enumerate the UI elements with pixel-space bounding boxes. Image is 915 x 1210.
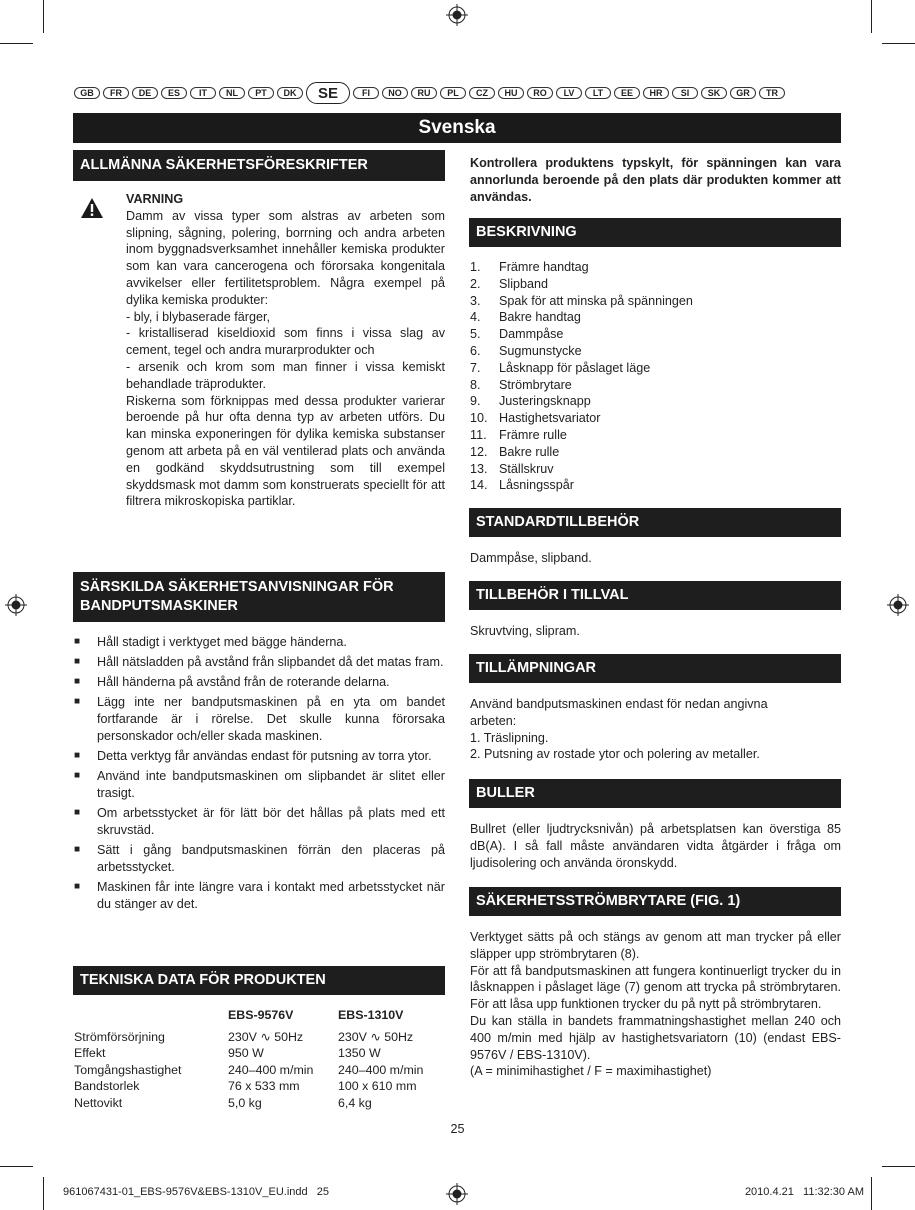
crop-mark [43, 1177, 44, 1210]
list-item-number: 12. [470, 444, 488, 459]
list-item-number: 2. [470, 276, 481, 291]
special-safety-list-container [74, 634, 445, 916]
list-item-number: 11. [470, 427, 487, 442]
applications-line: 1. Träslipning. [470, 730, 549, 745]
applications-heading: TILLÄMPNINGAR [469, 654, 841, 683]
warning-icon [80, 197, 104, 219]
language-badge-dk: DK [277, 87, 303, 99]
registration-mark-icon [446, 1183, 468, 1205]
list-item [470, 461, 841, 478]
spec-label: Strömförsörjning [74, 1029, 165, 1044]
table-row [74, 1029, 438, 1046]
spec-value: 100 x 610 mm [338, 1079, 417, 1093]
safety-switch-para: Du kan ställa in bandets frammatningshastighet mellan 240 och 400 m/min med hjälp av hastighetsvariatorn (10) (endast EBS-9576V / EBS-1310V). [470, 1013, 841, 1062]
spec-value: 240–400 m/min [338, 1062, 424, 1077]
safety-switch-para: För att få bandputsmaskinen att fungera kontinuerligt trycker du in låsknappen i påslaget läge (7) genom att trycka på strömbrytaren. För att låsa upp funktionen trycker du på nytt på strömbrytaren. [470, 963, 841, 1012]
list-item-text: Främre handtag [499, 260, 589, 274]
warning-para: Damm av vissa typer som alstras av arbeten som slipning, sågning, polering, borrning och andra arbeten inom byggnadsverksamhet innehåller kemiska produkter som kan vara cancerogena och förorsaka kongenitala avvikelser eller fertilitetsproblem. Några exempel på dylika kemiska produkter: [126, 208, 445, 307]
language-badge-lt: LT [585, 87, 611, 99]
list-item-number: 14. [470, 478, 488, 493]
list-item-text: Hastighetsvariator [499, 411, 601, 426]
parts-list-container [470, 259, 841, 494]
footer-file-name: 961067431-01_EBS-9576V&EBS-1310V_EU.indd 25 [63, 1186, 330, 1198]
description-heading: BESKRIVNING [469, 218, 841, 247]
list-item-number: 7. [470, 360, 481, 375]
special-safety-heading: SÄRSKILDA SÄKERHETSANVISNINGAR FÖR BANDPUTSMASKINER [73, 572, 445, 622]
crop-mark [871, 1177, 872, 1210]
language-badge-fi: FI [353, 87, 379, 99]
standard-accessories-text: Dammpåse, slipband. [470, 551, 592, 565]
language-badge-sk: SK [701, 87, 727, 99]
model-name: EBS-1310V [338, 1008, 404, 1022]
spec-value: 6,4 kg [338, 1095, 372, 1110]
list-item [470, 343, 841, 360]
optional-accessories-heading: TILLBEHÖR I TILLVAL [469, 581, 841, 610]
crop-mark [882, 1166, 915, 1167]
spec-label: Tomgångshastighet [74, 1062, 182, 1077]
warning-block [126, 191, 445, 510]
spec-label: Effekt [74, 1046, 106, 1060]
list-item-text: Låsningsspår [499, 478, 574, 493]
list-item [470, 276, 841, 293]
parts-list [470, 259, 841, 494]
list-item: ■ Håll händerna på avstånd från de roterande delarna. [74, 674, 445, 691]
language-badge-gb: GB [74, 87, 100, 99]
list-item-text: Bakre rulle [499, 444, 560, 459]
crop-mark [0, 1166, 33, 1167]
language-badge-nl: NL [219, 87, 245, 99]
list-item-text: Justeringsknapp [499, 394, 591, 409]
language-badge-ee: EE [614, 87, 640, 99]
list-item-text: Främre rulle [499, 427, 567, 442]
safety-switch-heading: SÄKERHETSSTRÖMBRYTARE (FIG. 1) [469, 887, 841, 916]
table-row [74, 1045, 438, 1062]
warning-para: - kristalliserad kiseldioxid som finns i vissa slag av cement, tegel och andra murarprodukter och [126, 326, 445, 358]
safety-heading: ALLMÄNNA SÄKERHETSFÖRESKRIFTER [73, 150, 445, 181]
tech-data-heading: TEKNISKA DATA FÖR PRODUKTEN [73, 966, 445, 995]
safety-switch-text [470, 929, 841, 1080]
safety-switch-para: (A = minimihastighet / F = maximihastighet) [470, 1064, 712, 1079]
spec-value: 1350 W [338, 1046, 381, 1060]
list-item [470, 293, 841, 310]
list-item [470, 326, 841, 343]
noise-heading: BULLER [469, 779, 841, 808]
spec-value: 240–400 m/min [228, 1062, 314, 1077]
language-badge-tr: TR [759, 87, 785, 99]
language-badge-es: ES [161, 87, 187, 99]
spec-value: 950 W [228, 1046, 264, 1060]
list-item [470, 444, 841, 461]
spec-value: 230V ∿ 50Hz [338, 1029, 414, 1044]
list-item [470, 309, 841, 326]
list-item-number: 13. [470, 461, 488, 476]
voltage-note: Kontrollera produktens typskylt, för spänningen kan vara annorlunda beroende på den plats där produkten kommer att användas. [470, 156, 841, 204]
list-item: ■ Sätt i gång bandputsmaskinen förrän den placeras på arbetsstycket. [74, 842, 445, 876]
language-badge-se: SE [306, 82, 350, 104]
crop-mark [0, 43, 33, 44]
list-item [470, 410, 841, 427]
language-badge-pt: PT [248, 87, 274, 99]
table-row [74, 1095, 438, 1112]
list-item-text: Dammpåse [499, 327, 564, 342]
model-name: EBS-9576V [228, 1008, 294, 1022]
list-item [470, 259, 841, 276]
language-badge-it: IT [190, 87, 216, 99]
warning-title: VARNING [126, 192, 184, 206]
spec-value: 230V ∿ 50Hz [228, 1029, 304, 1044]
language-badge-cz: CZ [469, 87, 495, 99]
crop-mark [43, 0, 44, 33]
crop-mark [882, 43, 915, 44]
special-safety-list [74, 634, 445, 912]
spec-label: Bandstorlek [74, 1079, 140, 1093]
language-badge-pl: PL [440, 87, 466, 99]
table-row [74, 1062, 438, 1079]
list-item-text: Strömbrytare [499, 377, 572, 392]
tech-data-table [74, 1007, 438, 1111]
spec-value: 76 x 533 mm [228, 1079, 300, 1093]
list-item: ■ Lägg inte ner bandputsmaskinen på en yta om bandet fortfarande är i rörelse. Det skulle kunna förorsaka personskador och/eller skada maskinen. [74, 694, 445, 744]
footer-timestamp: 2010.4.21 11:32:30 AM [744, 1186, 864, 1198]
list-item-text: Sugmunstycke [499, 343, 582, 358]
language-badge-ro: RO [527, 87, 553, 99]
page-number: 25 [450, 1122, 465, 1136]
list-item-text: Låsknapp för påslaget läge [499, 360, 651, 375]
language-badge-hr: HR [643, 87, 669, 99]
language-badge-si: SI [672, 87, 698, 99]
language-badge-fr: FR [103, 87, 129, 99]
list-item-number: 4. [470, 310, 481, 325]
list-item-number: 10. [470, 411, 488, 426]
list-item [470, 427, 841, 444]
spec-value: 5,0 kg [228, 1095, 262, 1110]
language-badge-gr: GR [730, 87, 756, 99]
standard-accessories-heading: STANDARDTILLBEHÖR [469, 508, 841, 537]
language-badge-no: NO [382, 87, 408, 99]
registration-mark-icon [887, 594, 909, 616]
noise-text: Bullret (eller ljudtrycksnivån) på arbetsplatsen kan överstiga 85 dB(A). I så fall måste användaren vidta åtgärder i fråga om ljudisolering och använda öronskydd. [470, 822, 841, 870]
crop-mark [871, 0, 872, 33]
list-item [470, 477, 841, 494]
applications-text [470, 696, 815, 763]
list-item: ■ Detta verktyg får användas endast för putsning av torra ytor. [74, 748, 445, 765]
language-badge-lv: LV [556, 87, 582, 99]
list-item-number: 8. [470, 377, 481, 392]
table-row [74, 1078, 438, 1095]
list-item: ■ Använd inte bandputsmaskinen om slipbandet är slitet eller trasigt. [74, 768, 445, 802]
list-item [470, 377, 841, 394]
language-badge-ru: RU [411, 87, 437, 99]
registration-mark-icon [5, 594, 27, 616]
list-item-text: Spak för att minska på spänningen [499, 293, 693, 308]
list-item [470, 360, 841, 377]
list-item: ■ Om arbetsstycket är för lätt bör det hållas på plats med ett skruvstäd. [74, 805, 445, 839]
list-item-number: 9. [470, 394, 481, 409]
safety-switch-para: Verktyget sätts på och stängs av genom att man trycker på eller släpper upp strömbrytaren (8). [470, 930, 841, 961]
list-item: ■ Håll stadigt i verktyget med bägge händerna. [74, 634, 445, 651]
applications-line: Använd bandputsmaskinen endast för nedan angivna arbeten: [470, 697, 768, 728]
list-item-number: 6. [470, 343, 481, 358]
language-badge-hu: HU [498, 87, 524, 99]
list-item-number: 3. [470, 293, 481, 308]
list-item-text: Bakre handtag [499, 310, 581, 325]
optional-accessories-text: Skruvtving, slipram. [470, 624, 580, 638]
list-item-text: Slipband [499, 276, 549, 291]
applications-line: 2. Putsning av rostade ytor och polering av metaller. [470, 747, 760, 762]
list-item [470, 393, 841, 410]
registration-mark-icon [446, 4, 468, 26]
page-title: Svenska [73, 113, 841, 143]
list-item-number: 5. [470, 327, 481, 342]
list-item-number: 1. [470, 260, 481, 274]
spec-label: Nettovikt [74, 1095, 123, 1110]
warning-para: Riskerna som förknippas med dessa produkter varierar beroende på hur ofta denna typ av arbeten utförs. Du kan minska exponeringen för dylika kemiska substanser genom att arbeta på en väl ventilerad plats och använda en godkänd skyddsutrustning som till exempel skyddsmask mot damm som konstruerats speciellt för att filtrera mikroskopiska partiklar. [126, 393, 445, 509]
list-item-text: Ställskruv [499, 461, 554, 476]
list-item: ■ Maskinen får inte längre vara i kontakt med arbetsstycket när du stänger av det. [74, 879, 445, 913]
warning-para: - bly, i blybaserade färger, [126, 309, 270, 324]
language-bar [74, 84, 842, 102]
list-item: ■ Håll nätsladden på avstånd från slipbandet då det matas fram. [74, 654, 445, 671]
warning-para: - arsenik och krom som man finner i vissa kemiskt behandlade träprodukter. [126, 359, 445, 391]
language-badge-de: DE [132, 87, 158, 99]
